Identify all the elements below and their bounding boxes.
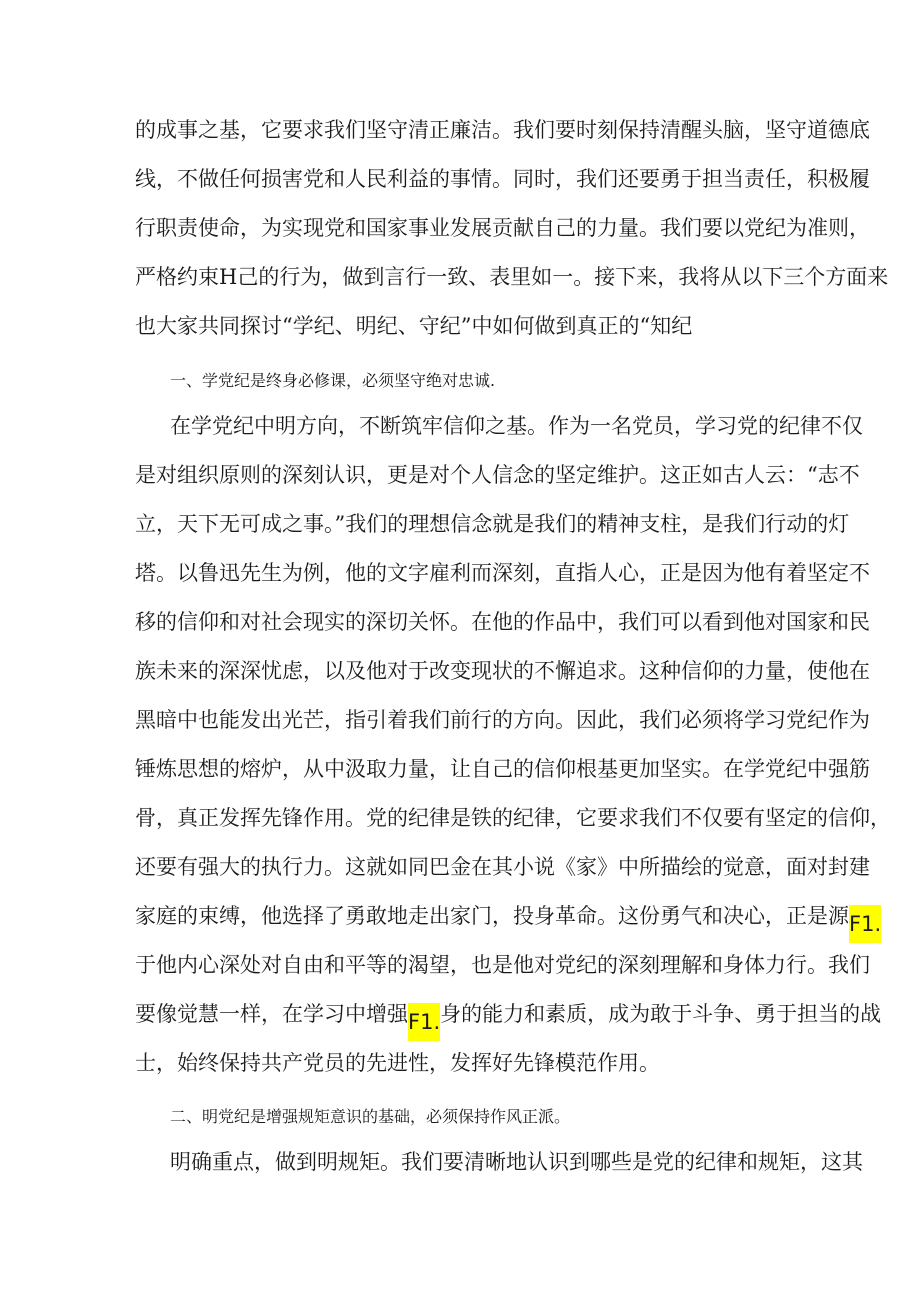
paragraph-line: 骨，真正发挥先锋作用。党的纪律是铁的纪律，它要求我们不仅要有坚定的信仰， [135, 806, 891, 830]
paragraph-line: 锤炼思想的熔炉，从中汲取力量，让自己的信仰根基更加坚实。在学党纪中强筋 [135, 757, 870, 781]
highlight-mark: F1. [408, 1003, 440, 1041]
paragraph-line: 线，不做任何损害党和人民利益的事情。同时，我们还要勇于担当责任，积极履 [135, 167, 870, 191]
paragraph-line: 黑暗中也能发出光芒，指引着我们前行的方向。因此，我们必须将学习党纪作为 [135, 708, 870, 732]
paragraph-line: 的成事之基，它要求我们坚守清正廉洁。我们要时刻保持清醒头脑，坚守道德底 [135, 118, 870, 142]
paragraph-line: 明确重点，做到明规矩。我们要清晰地认识到哪些是党的纪律和规矩，这其 [170, 1150, 863, 1174]
paragraph-line: 士，始终保持共产党员的先进性，发挥好先锋模范作用。 [135, 1051, 660, 1075]
line-text: 要像觉慧一样，在学习中增强 [135, 1002, 408, 1026]
highlight-mark: F1. [849, 905, 881, 943]
line-text: 家庭的束缚，他选择了勇敢地走出家门，投身革命。这份勇气和决心，正是源 [135, 904, 849, 928]
section-heading: 二、明党纪是增强规矩意识的基础，必须保持作风正派。 [170, 1107, 571, 1126]
paragraph-line: 还要有强大的执行力。这就如同巴金在其小说《家》中所描绘的觉意，面对封建 [135, 855, 870, 879]
paragraph-line: 也大家共同探讨“学纪、明纪、守纪”中如何做到真正的“知纪 [135, 314, 693, 338]
paragraph-line: 是对组织原则的深刻认识，更是对个人信念的坚定维护。这正如古人云：“志不 [135, 463, 860, 487]
paragraph-line: 移的信仰和对社会现实的深切关怀。在他的作品中，我们可以看到他对国家和民 [135, 610, 870, 634]
paragraph-line-with-highlight [135, 1000, 882, 1041]
paragraph-line: 行职责使命，为实现党和国家事业发展贡献自己的力量。我们要以党纪为准则， [135, 216, 870, 240]
paragraph-line: 族未来的深深忧虑，以及他对于改变现状的不懈追求。这种信仰的力量，使他在 [135, 659, 870, 683]
paragraph-line: 于他内心深处对自由和平等的渴望，也是他对党纪的深刻理解和身体力行。我们 [135, 953, 870, 977]
paragraph-line: 塔。以鲁迅先生为例，他的文字雇利而深刻，直指人心，正是因为他有着坚定不 [135, 561, 870, 585]
section-heading: 一、学党纪是终身必修课，必须坚守绝对忠诚. [170, 371, 496, 390]
line-text: 身的能力和素质，成为敢于斗争、勇于担当的战 [440, 1002, 882, 1026]
paragraph-line: 在学党纪中明方向，不断筑牢信仰之基。作为一名党员，学习党的纪律不仅 [170, 414, 863, 438]
paragraph-line: 严格约束H己的行为，做到言行一致、表里如一。接下来，我将从以下三个方面来 [135, 265, 889, 289]
paragraph-line-with-highlight [135, 902, 882, 943]
paragraph-line: 立，天下无可成之事。”我们的理想信念就是我们的精神支柱，是我们行动的灯 [135, 512, 850, 536]
